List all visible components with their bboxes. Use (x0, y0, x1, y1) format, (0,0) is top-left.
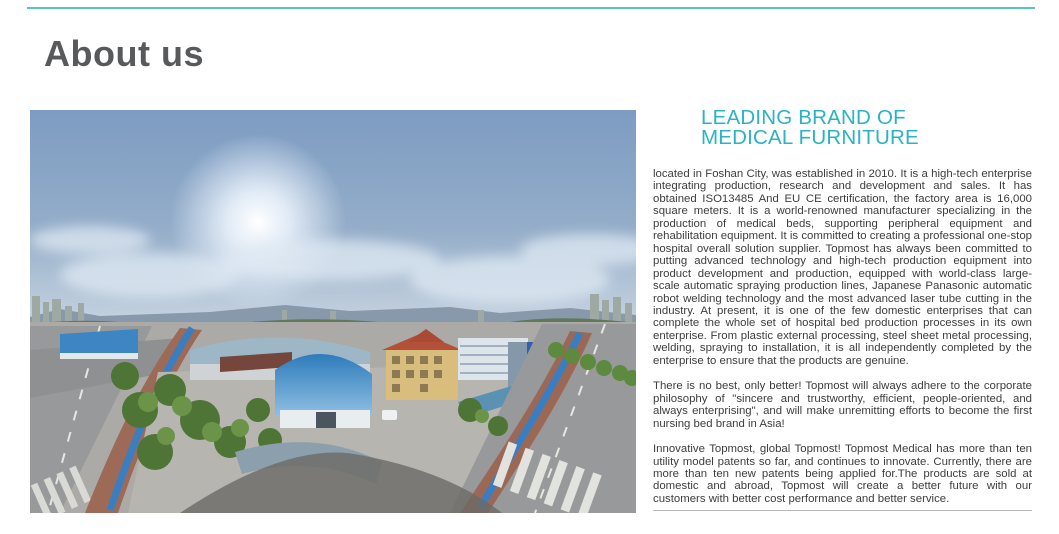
page-title: About us (44, 33, 204, 74)
top-divider (27, 7, 1035, 9)
factory-panorama-photo (30, 110, 636, 513)
section-heading (701, 108, 1032, 148)
about-paragraph-3: Innovative Topmost, global Topmost! Topmost Medical has more than ten utility model patents so far, and continues to innovate. Currently, there are more than ten new patents being applied for.The products are sold at domestic and abroad, Topmost will create a better future with our customers with better cost performance and better service. (653, 443, 1032, 505)
about-paragraph-2: There is no best, only better! Topmost will always adhere to the corporate philosophy of "sincere and trustworthy, efficient, people-oriented, and always enterprising", and will make unremitting efforts to become the first nursing bed brand in Asia! (653, 380, 1032, 430)
about-text-column (653, 108, 1032, 511)
about-paragraph-1: located in Foshan City, was established in 2010. It is a high-tech enterprise integrating production, research and development and sales. It has obtained ISO13485 And EU CE certification, the factory area is 16,000 square meters. It is a world-renowned manufacturer specializing in the production of medical beds, supporting peripheral equipment and rehabilitation equipment. It is committed to creating a professional one-stop hospital overall solution supplier. Topmost has always been committed to putting advanced technology and high-tech production equipment into product development and production, equipped with world-class large-scale automatic spraying production lines, Japanese Panasonic automatic robot welding technology and the most advanced laser tube cutting in the industry. At present, it is one of the few domestic enterprises that can complete the whole set of hospital bed production processes in its own enterprise. From plastic external processing, steel sheet metal processing, welding, spraying to installation, it is all independently completed by the enterprise to ensure that the products are genuine. (653, 168, 1032, 367)
section-heading-line2: MEDICAL FURNITURE (701, 126, 919, 149)
text-bottom-divider (653, 510, 1032, 511)
section-heading-line1: LEADING BRAND OF (701, 106, 906, 129)
factory-panorama-illustration (30, 110, 636, 513)
